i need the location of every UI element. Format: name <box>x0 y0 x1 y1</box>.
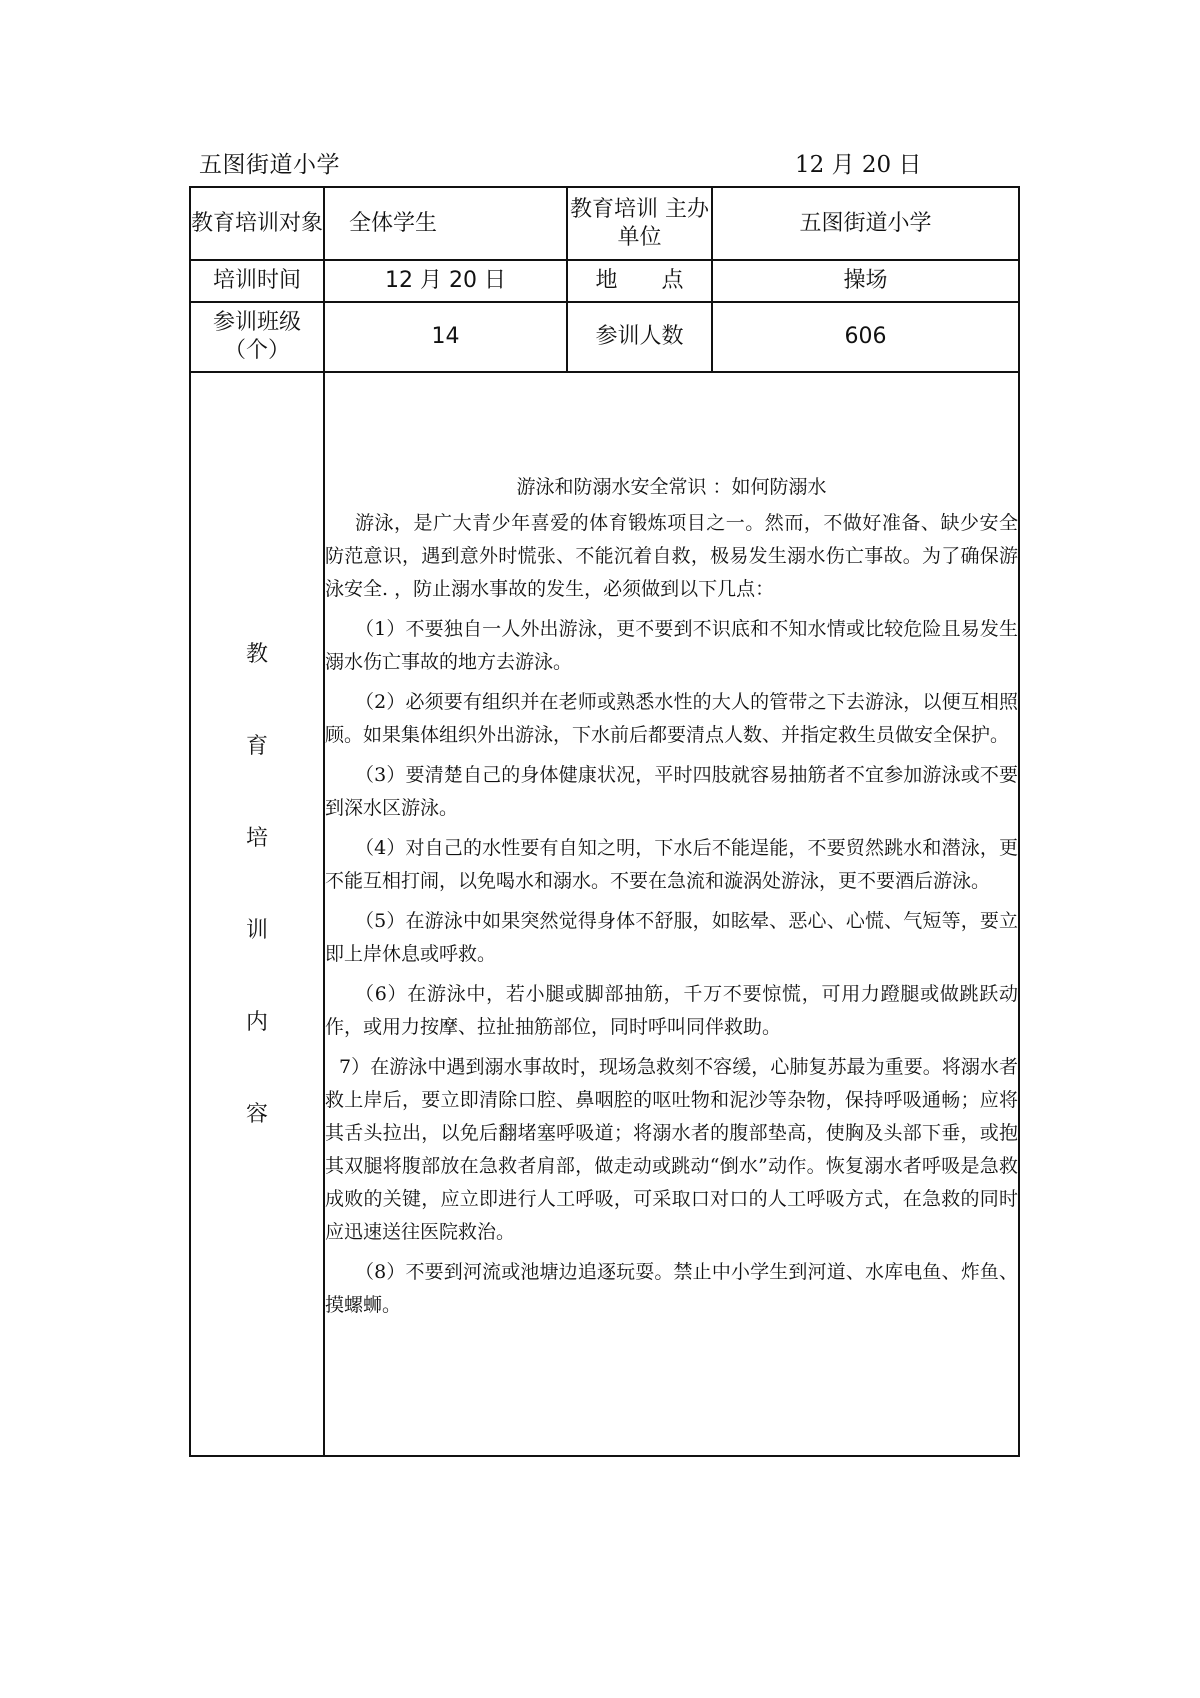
table-row <box>190 372 1019 1456</box>
classes-label-cell <box>190 302 324 372</box>
classes-value: 14 <box>431 324 460 349</box>
header-date: 12 月 20 日 <box>795 152 922 178</box>
time-label: 培训时间 <box>212 268 301 293</box>
people-value: 606 <box>844 324 887 349</box>
organizer-value-cell <box>712 187 1019 260</box>
people-value-cell <box>712 302 1019 372</box>
target-value-cell <box>324 187 567 260</box>
classes-label: 参训班级（个） <box>212 310 301 363</box>
table-row <box>190 187 1019 260</box>
content-label-char: 训 <box>245 918 268 943</box>
content-paragraph: 7）在游泳中遇到溺水事故时，现场急救刻不容缓，心肺复苏最为重要。将溺水者救上岸后，要立即清除口腔、鼻咽腔的呕吐物和泥沙等杂物，保持呼吸通畅；应将其舌头拉出，以免后翻堵塞呼吸道；将溺水者的腹部垫高，使胸及头部下垂，或抱其双腿将腹部放在急救者肩部，做走动或跳动“倒水”动作。恢复溺水者呼吸是急救成败的关键，应立即进行人工呼吸，可采取口对口的人工呼吸方式，在急救的同时应迅速送往医院救治。 <box>325 1056 1018 1243</box>
content-cell <box>324 372 1019 1456</box>
content-label-char: 容 <box>245 1102 268 1127</box>
table-row <box>190 302 1019 372</box>
time-label-cell <box>190 260 324 302</box>
target-value: 全体学生 <box>349 210 438 236</box>
content-paragraph: （4）对自己的水性要有自知之明，下水后不能逞能，不要贸然跳水和潜泳，更不能互相打闹，以免喝水和溺水。不要在急流和漩涡处游泳，更不要酒后游泳。 <box>325 837 1018 892</box>
people-label: 参训人数 <box>595 324 684 349</box>
content-paragraph: （3）要清楚自己的身体健康状况，平时四肢就容易抽筋者不宜参加游泳或不要到深水区游泳。 <box>325 764 1018 819</box>
organizer-value: 五图街道小学 <box>799 210 932 236</box>
content-paragraph: （6）在游泳中，若小腿或脚部抽筋，千万不要惊慌，可用力蹬腿或做跳跃动作，或用力按摩、拉扯抽筋部位，同时呼叫同伴救助。 <box>325 983 1018 1038</box>
content-label-vertical <box>191 373 323 1455</box>
content-label-char: 育 <box>245 734 268 759</box>
classes-value-cell <box>324 302 567 372</box>
content-body <box>325 373 1018 1322</box>
content-paragraph: 游泳，是广大青少年喜爱的体育锻炼项目之一。然而，不做好准备、缺少安全防范意识，遇到意外时慌张、不能沉着自救，极易发生溺水伤亡事故。为了确保游泳安全. ，防止溺水事故的发生，必须做到以下几点： <box>325 512 1018 600</box>
place-value-cell <box>712 260 1019 302</box>
time-value-cell <box>324 260 567 302</box>
content-label-char: 教 <box>245 642 268 667</box>
target-label-cell <box>190 187 324 260</box>
place-value: 操场 <box>843 268 888 293</box>
content-label-cell <box>190 372 324 1456</box>
place-label: 地 点 <box>595 268 684 293</box>
header-school: 五图街道小学 <box>199 152 340 178</box>
time-value: 12 月 20 日 <box>385 268 506 293</box>
content-paragraph: （5）在游泳中如果突然觉得身体不舒服，如眩晕、恶心、心慌、气短等，要立即上岸休息或呼救。 <box>325 910 1018 965</box>
content-title: 游泳和防溺水安全常识 ：如何防溺水 <box>516 476 827 498</box>
content-label-char: 培 <box>245 826 268 851</box>
place-label-cell <box>567 260 712 302</box>
target-label: 教育培训对象 <box>191 210 324 236</box>
content-label-char: 内 <box>245 1010 268 1035</box>
people-label-cell <box>567 302 712 372</box>
organizer-label-cell <box>567 187 712 260</box>
table-row <box>190 260 1019 302</box>
organizer-label: 教育培训 主办单位 <box>570 196 709 250</box>
content-paragraph: （1）不要独自一人外出游泳，更不要到不识底和不知水情或比较危险且易发生溺水伤亡事故的地方去游泳。 <box>325 618 1018 673</box>
content-paragraph: （2）必须要有组织并在老师或熟悉水性的大人的管带之下去游泳，以便互相照顾。如果集体组织外出游泳，下水前后都要清点人数、并指定救生员做安全保护。 <box>325 691 1018 746</box>
content-paragraph: （8）不要到河流或池塘边追逐玩耍。禁止中小学生到河道、水库电鱼、炸鱼、摸螺蛳。 <box>325 1261 1018 1316</box>
training-record-table <box>189 186 1020 1457</box>
